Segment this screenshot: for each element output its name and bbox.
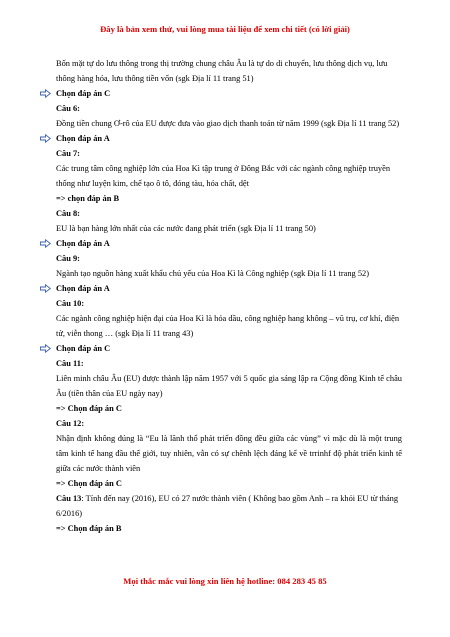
arrow-right-icon bbox=[40, 284, 51, 293]
question-13 bbox=[56, 491, 402, 521]
arrow-right-icon bbox=[40, 89, 51, 98]
question-7-title: Câu 7: bbox=[56, 149, 80, 158]
answer-10 bbox=[56, 341, 402, 356]
question-11-text: Liên minh châu Âu (EU) được thành lập năm 1957 với 5 quốc gia sáng lập ra Cộng đồng Kinh tế châu Âu (tiền thân của EU ngày nay) bbox=[56, 374, 402, 398]
answer-11: => Chọn đáp án C bbox=[56, 404, 122, 413]
answer-9-text: Chọn đáp án A bbox=[56, 284, 110, 293]
preview-notice-banner: Đây là bản xem thử, vui lòng mua tài liệu để xem chi tiết (có lời giải) bbox=[100, 24, 350, 34]
intro-paragraph: Bốn mặt tự do lưu thông trong thị trường chung châu Âu là tự do di chuyển, lưu thông dịch vụ, lưu thông hàng hóa, lưu thông tiền vốn (sgk Địa lí 11 trang 51) bbox=[56, 59, 388, 83]
question-7-text: Các trung tâm công nghiệp lớn của Hoa Kì tập trung ở Đông Bắc với các ngành công nghiệp truyền thống như luyện kim, chế tạo ô tô, đóng tàu, hóa chất, dệt bbox=[56, 164, 391, 188]
question-13-title: Câu 13 bbox=[56, 494, 82, 503]
arrow-right-icon bbox=[40, 134, 51, 143]
question-6-text: Đồng tiền chung Ơ-rô của EU được đưa vào giao dịch thanh toán từ năm 1999 (sgk Địa lí 11 trang 52) bbox=[56, 119, 400, 128]
question-11-title: Câu 11: bbox=[56, 359, 84, 368]
hotline-banner: Mọi thắc mắc vui lòng xin liên hệ hotline: 084 283 45 85 bbox=[123, 576, 327, 586]
answer-8 bbox=[56, 236, 402, 251]
answer-5 bbox=[56, 86, 402, 101]
question-12-text: Nhận định không đúng là “Eu là lãnh thổ phát triển đồng đều giữa các vùng” vì mặc dù là một trung tâm kinh tế hang đầu thế giới, tuy nhiên, vẫn có sự chênh lệch đáng kể về trrinhf độ phát triển kinh tế giữa các nước thành viên bbox=[56, 434, 402, 473]
answer-13: => Chọn đáp án B bbox=[56, 524, 122, 533]
question-10-title: Câu 10: bbox=[56, 299, 85, 308]
answer-6-text: Chọn đáp án A bbox=[56, 134, 110, 143]
question-9-text: Ngành tạo nguồn hàng xuất khẩu chủ yếu của Hoa Kì là Công nghiệp (sgk Địa lí 11 trang 52) bbox=[56, 269, 369, 278]
question-13-text: : Tính đến nay (2016), EU có 27 nước thành viên ( Không bao gồm Anh – ra khỏi EU từ tháng 6/2016) bbox=[56, 494, 399, 518]
question-8-text: EU là bạn hàng lớn nhất của các nước đang phát triển (sgk Địa lí 11 trang 50) bbox=[56, 224, 316, 233]
arrow-right-icon bbox=[40, 344, 51, 353]
answer-10-text: Chọn đáp án C bbox=[56, 344, 111, 353]
answer-5-text: Chọn đáp án C bbox=[56, 89, 111, 98]
question-9-title: Câu 9: bbox=[56, 254, 80, 263]
answer-12: => Chọn đáp án C bbox=[56, 479, 122, 488]
question-8-title: Câu 8: bbox=[56, 209, 80, 218]
document-body bbox=[56, 56, 402, 536]
answer-8-text: Chọn đáp án A bbox=[56, 239, 110, 248]
question-10-text: Các ngành công nghiệp hiện đại của Hoa Kì là hóa dầu, công nghiệp hang không – vũ trụ, cơ khí, điện tử, viễn thong … (sgk Địa lí 11 trang 43) bbox=[56, 314, 400, 338]
answer-7: => chọn đáp án B bbox=[56, 194, 120, 203]
question-12-title: Câu 12: bbox=[56, 419, 85, 428]
answer-9 bbox=[56, 281, 402, 296]
question-6-title: Câu 6: bbox=[56, 104, 80, 113]
answer-6 bbox=[56, 131, 402, 146]
arrow-right-icon bbox=[40, 239, 51, 248]
